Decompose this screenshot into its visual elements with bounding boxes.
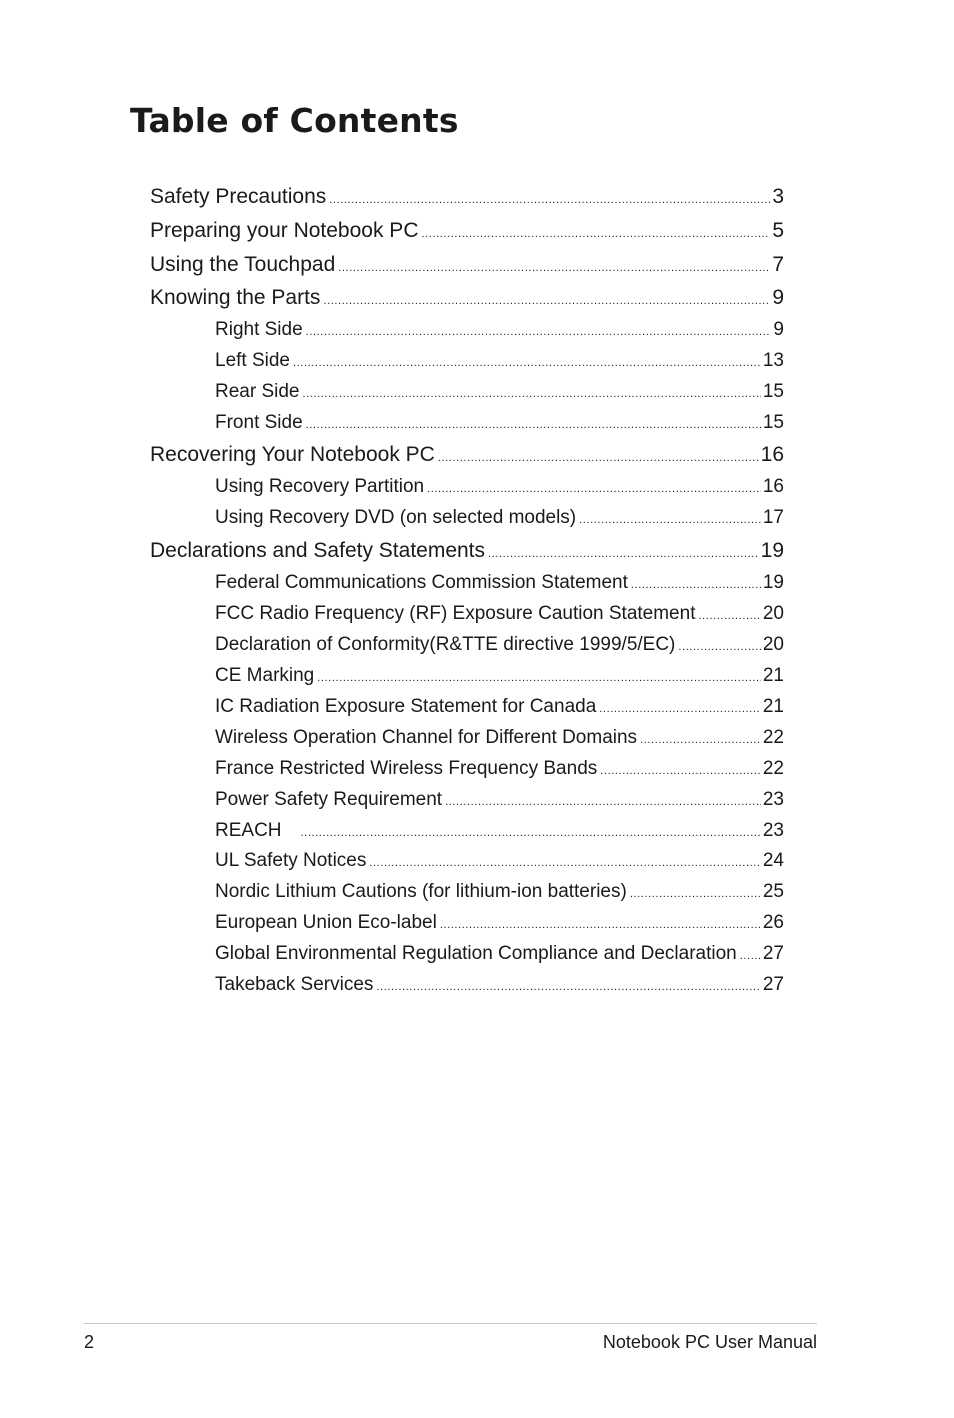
toc-entry-label: Knowing the Parts	[150, 286, 321, 309]
dot-leader	[678, 634, 760, 660]
toc-entry-page-number: 22	[762, 727, 784, 748]
dot-leader	[323, 287, 770, 315]
dot-leader	[630, 881, 761, 907]
toc-entry-label: Using Recovery Partition	[215, 476, 425, 497]
toc-entry-wireless-operation-channel[interactable]	[215, 725, 784, 751]
dot-leader	[317, 665, 761, 691]
toc-entry-label: UL Safety Notices	[215, 850, 367, 871]
footer-page-number: 2	[84, 1332, 95, 1352]
toc-entry-label: Recovering Your Notebook PC	[150, 443, 435, 466]
toc-entry-page-number: 9	[773, 319, 784, 340]
toc-entry-front-side[interactable]	[215, 410, 784, 436]
dot-leader	[599, 696, 761, 722]
toc-entry-page-number: 20	[762, 603, 784, 624]
toc-entry-label: Front Side	[215, 412, 303, 433]
toc-entry-label: Nordic Lithium Cautions (for lithium-ion batteries)	[215, 881, 627, 902]
dot-leader	[600, 758, 761, 784]
toc-entry-label: Using Recovery DVD (on selected models)	[215, 507, 577, 528]
toc-entry-france-restricted-bands[interactable]	[215, 756, 784, 782]
toc-entry-label: REACH	[215, 820, 282, 841]
toc-entry-left-side[interactable]	[215, 348, 784, 374]
toc-entry-page-number: 20	[762, 634, 784, 655]
toc-entry-page-number: 24	[762, 850, 784, 871]
dot-leader	[329, 186, 770, 214]
dot-leader	[303, 381, 761, 407]
dot-leader	[438, 444, 759, 472]
toc-entry-label: Right Side	[215, 319, 303, 340]
toc-entry-label: CE Marking	[215, 665, 315, 686]
toc-entry-page-number: 15	[762, 381, 784, 402]
toc-entry-page-number: 23	[762, 789, 784, 810]
toc-entry-label: Left Side	[215, 350, 290, 371]
toc-entry-ic-radiation-exposure[interactable]	[215, 694, 784, 720]
page-title: Table of Contents	[130, 101, 459, 140]
toc-entry-page-number: 3	[772, 185, 784, 208]
toc-entry-page-number: 22	[762, 758, 784, 779]
dot-leader	[740, 943, 761, 969]
toc-entry-label: IC Radiation Exposure Statement for Canada	[215, 696, 597, 717]
dot-leader	[376, 974, 760, 1000]
toc-entry-right-side[interactable]	[215, 317, 784, 343]
dot-leader	[698, 603, 760, 629]
footer-divider	[84, 1323, 817, 1324]
toc-entry-global-environmental-regulation[interactable]	[215, 941, 784, 967]
toc-entry-label: Global Environmental Regulation Compliance and Declaration	[215, 943, 737, 964]
toc-entry-fcc-rf-exposure[interactable]	[215, 601, 784, 627]
toc-entry-takeback-services[interactable]	[215, 972, 784, 998]
dot-leader	[301, 820, 761, 846]
toc-entry-label: France Restricted Wireless Frequency Bands	[215, 758, 598, 779]
dot-leader	[640, 727, 761, 753]
toc-entry-ce-marking[interactable]	[215, 663, 784, 689]
toc-entry-label: Federal Communications Commission Statement	[215, 572, 628, 593]
toc-entry-page-number: 16	[762, 476, 784, 497]
toc-entry-using-the-touchpad[interactable]	[150, 251, 784, 279]
dot-leader	[579, 507, 761, 533]
toc-entry-page-number: 23	[762, 820, 784, 841]
toc-entry-preparing-your-notebook-pc[interactable]	[150, 217, 784, 245]
toc-entry-page-number: 21	[762, 696, 784, 717]
toc-entry-label: Power Safety Requirement	[215, 789, 443, 810]
dot-leader	[440, 912, 761, 938]
toc-entry-page-number: 7	[772, 253, 784, 276]
dot-leader	[445, 789, 761, 815]
toc-entry-declarations-and-safety-statements[interactable]	[150, 537, 784, 565]
toc-entry-label: Declarations and Safety Statements	[150, 539, 486, 562]
dot-leader	[488, 540, 759, 568]
toc-entry-safety-precautions[interactable]	[150, 183, 784, 211]
toc-entry-page-number: 15	[762, 412, 784, 433]
dot-leader	[631, 572, 761, 598]
toc-entry-page-number: 26	[762, 912, 784, 933]
toc-entry-page-number: 21	[762, 665, 784, 686]
dot-leader	[421, 220, 770, 248]
toc-entry-label: Rear Side	[215, 381, 300, 402]
toc-entry-knowing-the-parts[interactable]	[150, 284, 784, 312]
toc-entry-using-recovery-partition[interactable]	[215, 474, 784, 500]
toc-entry-page-number: 13	[762, 350, 784, 371]
toc-entry-label: Takeback Services	[215, 974, 374, 995]
toc-entry-label: Wireless Operation Channel for Different Domains	[215, 727, 638, 748]
toc-entry-label: Safety Precautions	[150, 185, 327, 208]
toc-entry-page-number: 27	[762, 943, 784, 964]
footer-manual-title: Notebook PC User Manual	[602, 1332, 817, 1352]
toc-entry-using-recovery-dvd[interactable]	[215, 505, 784, 531]
toc-entry-page-number: 27	[762, 974, 784, 995]
dot-leader	[338, 254, 770, 282]
dot-leader	[369, 850, 760, 876]
toc-entry-rear-side[interactable]	[215, 379, 784, 405]
toc-entry-recovering-your-notebook-pc[interactable]	[150, 441, 784, 469]
toc-entry-page-number: 9	[772, 286, 784, 309]
toc-entry-label: Using the Touchpad	[150, 253, 336, 276]
dot-leader	[306, 319, 772, 345]
toc-entry-reach[interactable]	[215, 818, 784, 844]
toc-entry-declaration-of-conformity[interactable]	[215, 632, 784, 658]
dot-leader	[306, 412, 761, 438]
dot-leader	[427, 476, 761, 502]
toc-entry-label: FCC Radio Frequency (RF) Exposure Caution Statement	[215, 603, 696, 624]
toc-entry-label: Preparing your Notebook PC	[150, 219, 419, 242]
toc-entry-page-number: 25	[762, 881, 784, 902]
dot-leader	[293, 350, 761, 376]
toc-entry-ul-safety-notices[interactable]	[215, 848, 784, 874]
toc-entry-page-number: 17	[762, 507, 784, 528]
toc-entry-page-number: 19	[762, 572, 784, 593]
toc-entry-eu-eco-label[interactable]	[215, 910, 784, 936]
toc-entry-page-number: 5	[772, 219, 784, 242]
toc-entry-page-number: 16	[760, 443, 784, 466]
toc-entry-fcc-statement[interactable]	[215, 570, 784, 596]
toc-entry-nordic-lithium-cautions[interactable]	[215, 879, 784, 905]
toc-entry-label: Declaration of Conformity(R&TTE directive 1999/5/EC)	[215, 634, 676, 655]
toc-entry-power-safety-requirement[interactable]	[215, 787, 784, 813]
toc-entry-label: European Union Eco-label	[215, 912, 437, 933]
toc-entry-page-number: 19	[760, 539, 784, 562]
